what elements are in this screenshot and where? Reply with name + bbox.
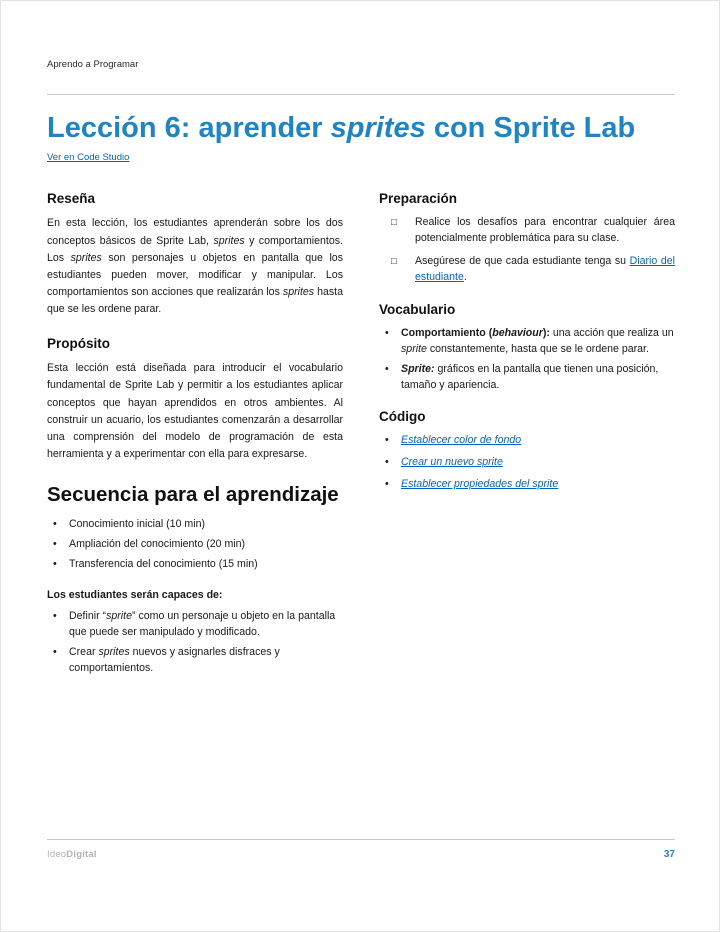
sequence-item: • Conocimiento inicial (10 min) bbox=[47, 517, 343, 533]
sequence-list bbox=[47, 517, 343, 573]
code-link-sprite-properties[interactable]: Establecer propiedades del sprite bbox=[401, 478, 559, 491]
preparation-list bbox=[379, 215, 675, 286]
code-studio-link[interactable]: Ver en Code Studio bbox=[47, 152, 130, 164]
section-heading-codigo: Código bbox=[379, 409, 426, 425]
right-column bbox=[379, 191, 675, 688]
sequence-item: • Transferencia del conocimiento (15 min) bbox=[47, 557, 343, 573]
vocabulary-item: • Comportamiento (behaviour): una acción que realiza un sprite constantemente, hasta que se le ordene parar. bbox=[379, 326, 675, 358]
resena-body: En esta lección, los estudiantes aprenderán sobre los dos conceptos básicos de Sprite Lab, sprites y comportamientos. Los sprites son personajes u objetos en pantalla que los estudiantes pueden mover, modificar y manipular. Los comportamientos son acciones que realizarán los sprites hasta que se les ordene parar. bbox=[47, 217, 344, 316]
section-heading-resena: Reseña bbox=[47, 191, 96, 207]
page-number: 37 bbox=[663, 849, 675, 860]
content-columns bbox=[47, 191, 675, 688]
code-link-background-color[interactable]: Establecer color de fondo bbox=[401, 434, 522, 447]
objectives-heading: Los estudiantes serán capaces de: bbox=[47, 588, 223, 601]
section-heading-proposito: Propósito bbox=[47, 336, 110, 352]
section-heading-preparacion: Preparación bbox=[379, 191, 458, 207]
page-header: Aprendo a Programar bbox=[47, 59, 139, 70]
brand-logo: IdeoDigital bbox=[47, 849, 97, 860]
code-link-item bbox=[379, 477, 675, 493]
vocabulary-item: • Sprite: gráficos en la pantalla que tienen una posición, tamaño y apariencia. bbox=[379, 362, 675, 394]
preparation-item: □ Asegúrese de que cada estudiante tenga su Diario del estudiante. bbox=[379, 254, 675, 286]
page-title: Lección 6: aprender sprites con Sprite Lab bbox=[47, 112, 636, 144]
objectives-list bbox=[47, 609, 343, 677]
vocabulary-list bbox=[379, 326, 675, 394]
objective-item: • Definir “sprite” como un personaje u objeto en la pantalla que puede ser manipulado y modificado. bbox=[47, 609, 343, 641]
code-link-item bbox=[379, 455, 675, 471]
code-links-list bbox=[379, 433, 675, 493]
student-journal-link[interactable]: Diario del estudiante bbox=[415, 255, 675, 284]
section-heading-secuencia: Secuencia para el aprendizaje bbox=[47, 483, 339, 507]
section-heading-vocabulario: Vocabulario bbox=[379, 301, 456, 317]
header-divider bbox=[47, 94, 675, 95]
code-link-new-sprite[interactable]: Crear un nuevo sprite bbox=[401, 456, 503, 469]
proposito-body: Esta lección está diseñada para introducir el vocabulario fundamental de Sprite Lab y permitir a los estudiantes aplicar conceptos que hayan aprendidos en otros ambientes. Al construir un acuario, los estudiantes comenzarán a desarrollar una comprensión del modelo de programación de esta herramienta y a experimentar con ella para expresarse. bbox=[47, 362, 343, 461]
objective-item: • Crear sprites nuevos y asignarles disfraces y comportamientos. bbox=[47, 645, 343, 677]
left-column bbox=[47, 191, 343, 688]
footer-divider bbox=[47, 839, 675, 840]
preparation-item: □ Realice los desafíos para encontrar cualquier área potencialmente problemática para su clase. bbox=[379, 215, 675, 247]
page-footer bbox=[47, 839, 675, 860]
code-link-item bbox=[379, 433, 675, 449]
sequence-item: • Ampliación del conocimiento (20 min) bbox=[47, 537, 343, 553]
